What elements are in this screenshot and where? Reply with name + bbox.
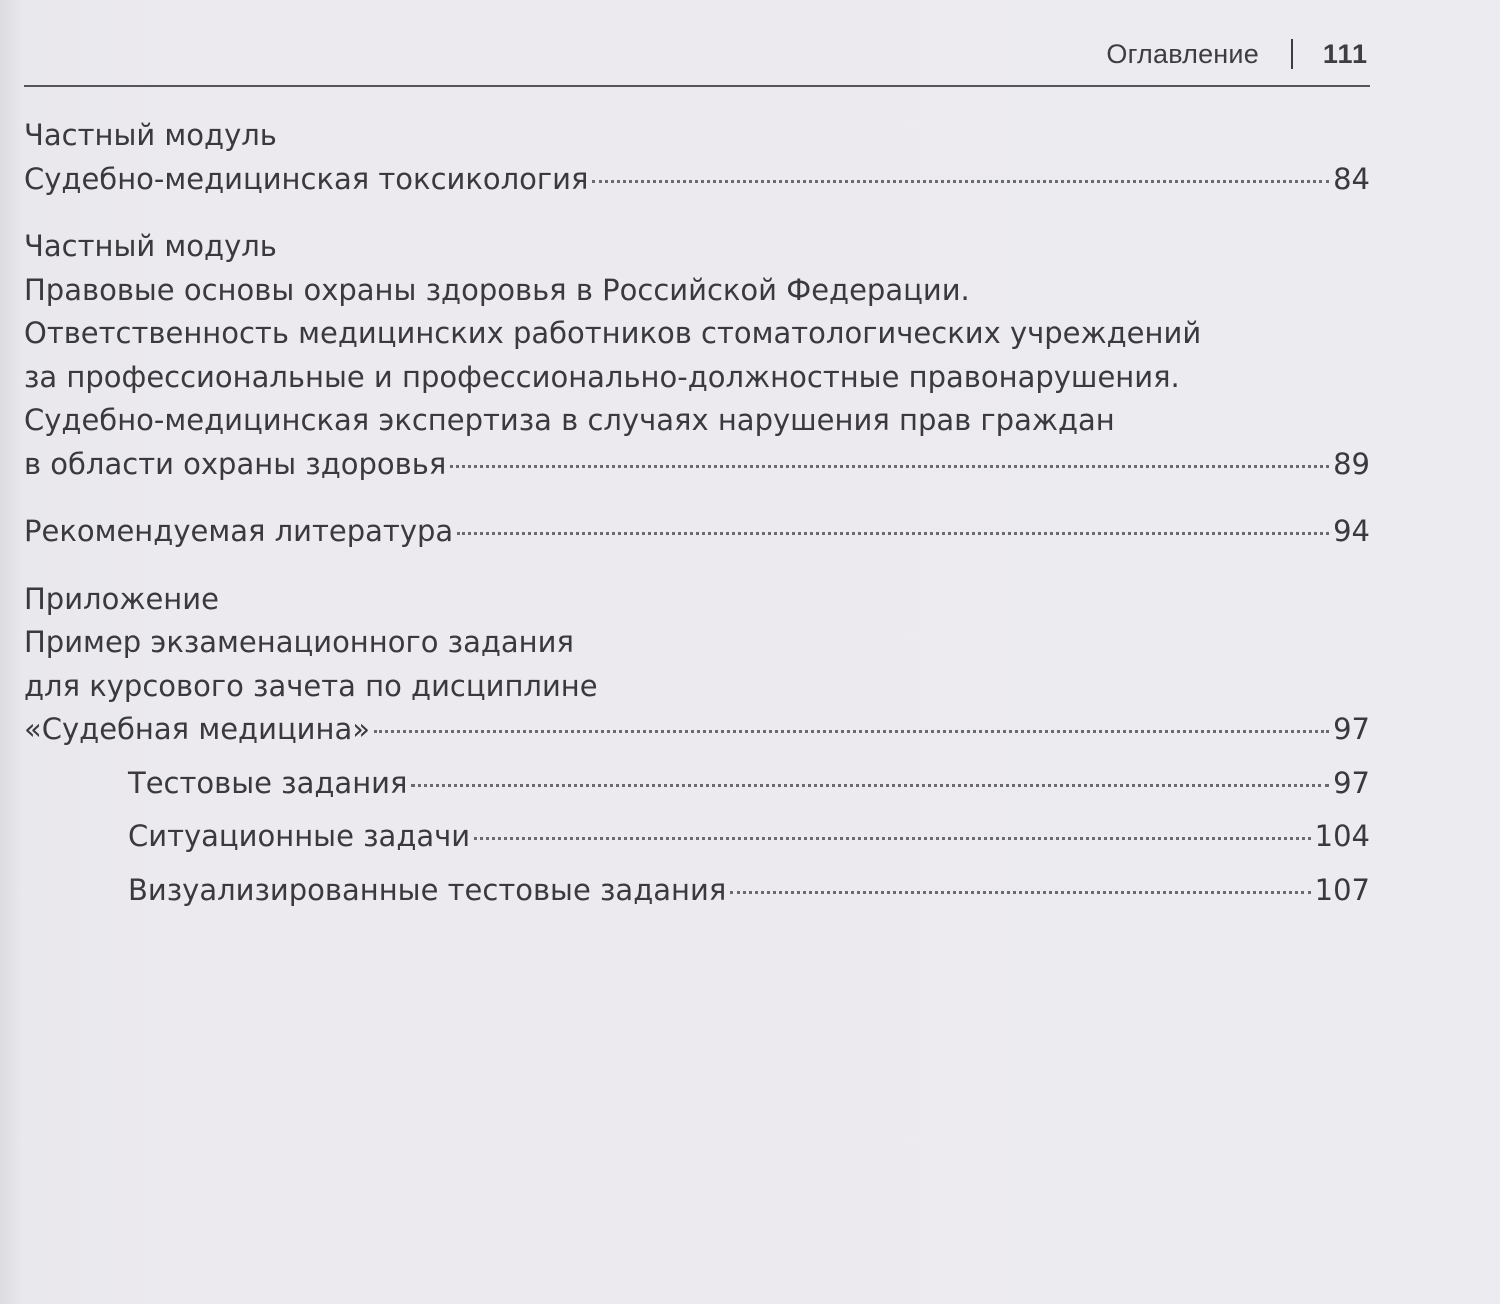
dot-leader xyxy=(457,532,1329,535)
header-rule xyxy=(24,85,1370,87)
toc-entry-heading: Частный модуль xyxy=(24,229,277,263)
toc-page-number: 89 xyxy=(1333,446,1370,481)
toc-entry-toxicology xyxy=(24,114,1370,201)
toc-entry-text-line: Ответственность медицинских работников стоматологических учреждений xyxy=(24,316,1202,350)
toc-entry-heading: Приложение xyxy=(24,581,219,616)
toc-page-number: 84 xyxy=(1333,161,1370,196)
toc-page-number: 97 xyxy=(1333,712,1370,746)
toc-subentry-title: Визуализированные тестовые задания xyxy=(128,872,727,907)
toc-entry-text-line: Судебно-медицинская экспертиза в случаях нарушения прав граждан xyxy=(24,403,1115,437)
toc-entry-legal-foundations xyxy=(24,225,1370,486)
toc-page-number: 94 xyxy=(1333,514,1370,548)
toc-entry-heading: Частный модуль xyxy=(24,118,277,152)
dot-leader xyxy=(592,180,1329,183)
toc-subentry-situational-tasks[interactable] xyxy=(128,815,1370,859)
toc-entry-title: Судебно-медицинская токсикология xyxy=(24,161,589,196)
toc-entry-appendix xyxy=(24,578,1370,913)
page-number: 111 xyxy=(1322,38,1368,69)
toc-leader-line[interactable] xyxy=(24,510,1370,554)
running-head-section-title: Оглавление xyxy=(1106,38,1259,69)
toc-subentry-title: Ситуационные задачи xyxy=(128,819,471,853)
dot-leader xyxy=(474,837,1311,840)
toc-entry-title: Рекомендуемая литература xyxy=(24,514,454,548)
toc-subentry-title: Тестовые задания xyxy=(128,765,408,800)
toc-page-number: 97 xyxy=(1333,765,1370,800)
toc-entry-text-line: Пример экзаменационного задания xyxy=(24,625,574,659)
toc-subentry-visual-tests[interactable] xyxy=(128,869,1370,913)
toc-entry-title: в области охраны здоровья xyxy=(24,446,447,481)
toc-subentry-test-tasks[interactable] xyxy=(128,762,1370,806)
toc-leader-line[interactable] xyxy=(24,443,1370,487)
toc-entry-recommended-literature xyxy=(24,510,1370,554)
toc-entry-text-line: за профессиональные и профессионально-должностные правонарушения. xyxy=(24,359,1180,394)
table-of-contents xyxy=(24,114,1370,922)
running-head xyxy=(1106,34,1368,74)
toc-leader-line[interactable] xyxy=(24,158,1370,202)
toc-entry-text-line: для курсового зачета по дисциплине xyxy=(24,668,598,703)
toc-leader-line[interactable] xyxy=(24,708,1370,752)
toc-subentries xyxy=(24,762,1370,913)
dot-leader xyxy=(450,465,1329,468)
dot-leader xyxy=(411,784,1329,787)
toc-page-number: 104 xyxy=(1314,819,1370,853)
running-head-separator xyxy=(1291,39,1293,69)
toc-page-number: 107 xyxy=(1314,872,1370,907)
toc-entry-text-line: Правовые основы охраны здоровья в Российской Федерации. xyxy=(24,272,970,307)
dot-leader xyxy=(374,730,1329,733)
dot-leader xyxy=(730,891,1310,894)
toc-entry-title: «Судебная медицина» xyxy=(24,712,371,746)
